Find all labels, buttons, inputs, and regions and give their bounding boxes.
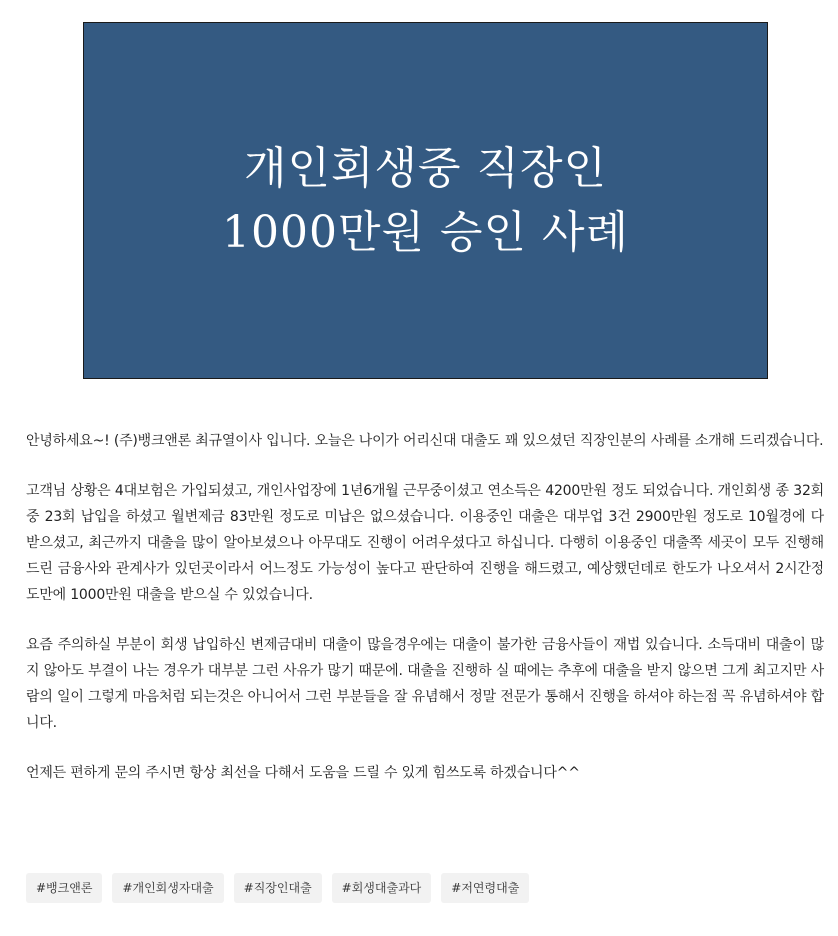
- article-body: [26, 428, 824, 810]
- tag-rehabilitation-loan[interactable]: #개인회생자대출: [112, 873, 223, 903]
- tag-excess-rehab-loan[interactable]: #회생대출과다: [332, 873, 432, 903]
- paragraph-situation: 고객님 상황은 4대보험은 가입되셨고, 개인사업장에 1년6개월 근무중이셨고 연소득은 4200만원 정도 되었습니다. 개인회생 종 32회중 23회 납입을 하셨고 월변제금 83만원 정도로 미납은 없으셨습니다. 이용중인 대출은 대부업 3건 2900만원 정도로 10월경에 다 받으셨고, 최근까지 대출을 많이 알아보셨으나 아무대도 진행이 어려우셨다고 하십니다. 다행히 이용중인 대출쪽 세곳이 모두 진행해드린 금융사와 관계사가 있던곳이라서 어느정도 가능성이 높다고 판단하여 진행을 해드렸고, 예상했던데로 한도가 나오셔서 2시간정도만에 1000만원 대출을 받으실 수 있었습니다.: [26, 483, 824, 603]
- banner-title-line-2: 1000만원 승인 사례: [222, 206, 629, 258]
- paragraph-caution: 요즘 주의하실 부분이 회생 납입하신 변제금대비 대출이 많을경우에는 대출이 불가한 금융사들이 재법 있습니다. 소득대비 대출이 많지 않아도 부결이 나는 경우가 대부분 그런 사유가 많기 때문에. 대출을 진행하 실 때에는 추후에 대출을 받지 않으면 그게 최고지만 사람의 일이 그렇게 마음처럼 되는것은 아니어서 그런 부분들을 잘 유념해서 정말 전문가 통해서 진행을 하셔야 하는점 꼭 유념하셔야 합니다.: [26, 637, 824, 731]
- banner-image: [83, 22, 768, 379]
- banner-title-line-1: 개인회생중 직장인: [243, 142, 608, 194]
- tag-worker-loan[interactable]: #직장인대출: [234, 873, 322, 903]
- paragraph-intro: 안녕하세요~! (주)뱅크앤론 최규열이사 입니다. 오늘은 나이가 어리신대 대출도 꽤 있으셨던 직장인분의 사례를 소개해 드리겠습니다.: [26, 433, 824, 449]
- paragraph-closing: 언제든 편하게 문의 주시면 항상 최선을 다해서 도움을 드릴 수 있게 힘쓰도록 하겠습니다^^: [26, 765, 580, 781]
- tag-bankandloan[interactable]: #뱅크앤론: [26, 873, 102, 903]
- tag-young-age-loan[interactable]: #저연령대출: [441, 873, 529, 903]
- tag-list: [26, 873, 529, 903]
